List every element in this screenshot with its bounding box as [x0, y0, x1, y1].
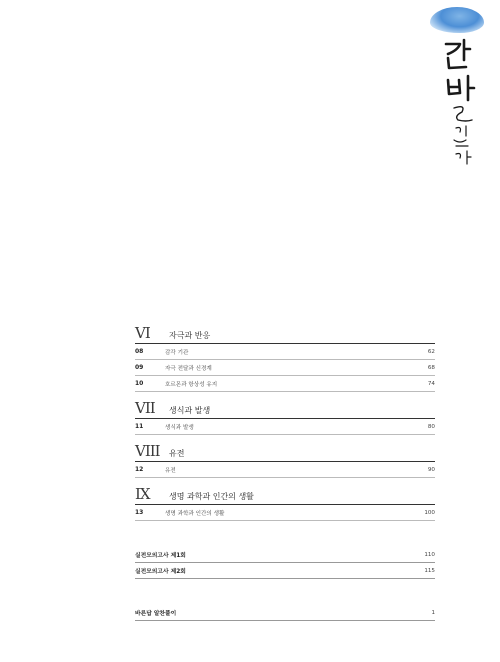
section-header [135, 326, 435, 344]
chapter-number: 08 [135, 348, 144, 355]
page-number: 68 [427, 364, 435, 371]
page-number: 62 [427, 348, 435, 355]
toc-row[interactable] [135, 344, 435, 360]
toc-row[interactable] [135, 376, 435, 392]
section-header [135, 487, 435, 505]
page-number: 74 [427, 380, 435, 387]
chapter-title: 자극 전달과 신경계 [165, 365, 212, 372]
toc-row[interactable] [135, 563, 435, 579]
toc-row[interactable] [135, 419, 435, 435]
blue-ink-splash [430, 7, 484, 33]
answers-title: 바른답 알찬풀이 [135, 611, 177, 617]
chapter-number: 11 [135, 423, 144, 430]
page-number: 115 [424, 567, 435, 574]
section-header [135, 444, 435, 462]
page-number: 80 [427, 423, 435, 430]
page-number: 1 [431, 609, 435, 616]
chapter-number: 09 [135, 364, 144, 371]
roman-numeral: VII [135, 399, 155, 417]
calligraphy-logo [440, 36, 490, 176]
page-number: 100 [424, 509, 435, 516]
toc-row[interactable] [135, 505, 435, 521]
section-title: 생식과 발생 [169, 406, 211, 415]
chapter-title: 감각 기관 [165, 349, 189, 356]
roman-numeral: VIII [135, 442, 160, 460]
toc-row[interactable] [135, 360, 435, 376]
chapter-number: 10 [135, 380, 144, 387]
section-title: 생명 과학과 인간의 생활 [169, 492, 254, 501]
mock-exam-title: 실전모의고사 제2회 [135, 569, 186, 575]
roman-numeral: VI [135, 324, 150, 342]
mock-exam-title: 실전모의고사 제1회 [135, 553, 186, 559]
answers-section [135, 605, 435, 621]
section-ix [135, 487, 435, 521]
mock-exam-list [135, 547, 435, 579]
toc-row[interactable] [135, 462, 435, 478]
chapter-title: 호르몬과 항상성 유지 [165, 381, 218, 388]
chapter-title: 생식과 발생 [165, 424, 194, 431]
chapter-title: 유전 [165, 467, 176, 474]
toc-row[interactable] [135, 547, 435, 563]
section-header [135, 401, 435, 419]
page-number: 90 [427, 466, 435, 473]
toc-row[interactable] [135, 605, 435, 621]
chapter-number: 12 [135, 466, 144, 473]
section-vi [135, 326, 435, 392]
section-title: 자극과 반응 [169, 331, 211, 340]
chapter-title: 생명 과학과 인간의 생활 [165, 510, 225, 517]
table-of-contents [135, 326, 435, 530]
chapter-number: 13 [135, 509, 144, 516]
section-title: 유전 [169, 449, 185, 458]
section-vii [135, 401, 435, 435]
page-number: 110 [424, 551, 435, 558]
roman-numeral: IX [135, 485, 150, 503]
section-viii [135, 444, 435, 478]
